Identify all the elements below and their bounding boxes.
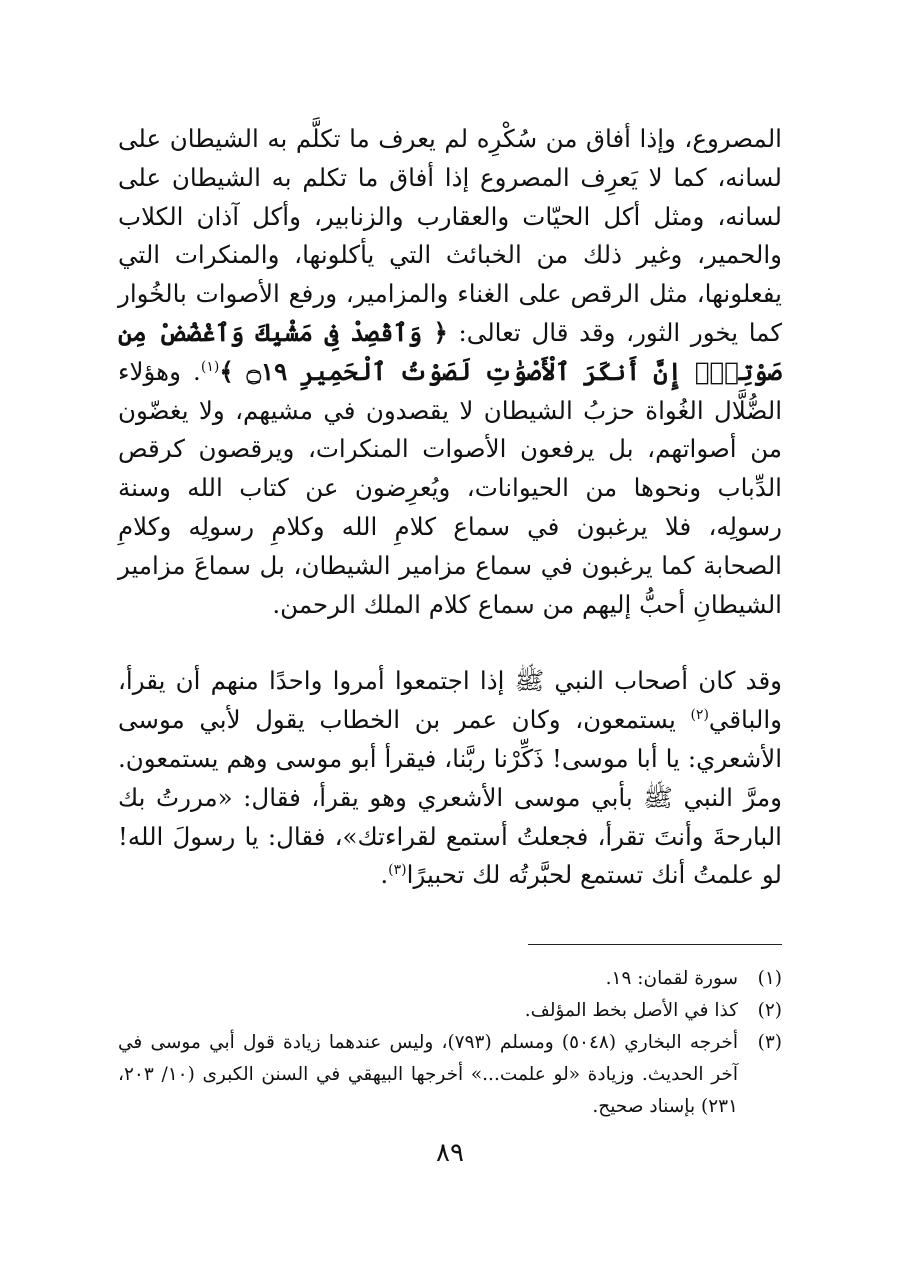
footnote-number: (٣) <box>757 1032 782 1053</box>
footnote-1 <box>118 963 782 995</box>
paragraph-1 <box>118 120 782 624</box>
page-number: ٨٩ <box>436 1138 464 1168</box>
footnote-text: كذا في الأصل بخط المؤلف. <box>524 1000 738 1021</box>
footnote-text: سورة لقمان: ١٩. <box>605 968 738 989</box>
paragraph-2-end: . <box>380 860 389 890</box>
footnote-ref-2[interactable]: (٢) <box>690 707 709 723</box>
footnote-separator <box>528 944 782 945</box>
footnote-text: أخرجه البخاري (٥٠٤٨) ومسلم (٧٩٣)، وليس عندهما زيادة قول أبي موسى في آخر الحديث. وزيادة «لو علمت...» أخرجها البيهقي في السنن الكبرى (١٠/ ٢٠٣، ٢٣١) بإسناد صحيح. <box>118 1032 738 1117</box>
footnotes <box>118 963 782 1123</box>
footnote-2 <box>118 995 782 1027</box>
paragraph-1-text: المصروع، وإذا أفاق من سُكْرِه لم يعرف ما تكلَّم به الشيطان على لسانه، كما لا يَعرِف المصروع إذا أفاق ما تكلم به الشيطان على لسانه، ومثل أكل الحيّات والعقارب والزنابير، وأكل آذان الكلاب والحمير، وغير ذلك من الخبائث التي يأكلونها، والمنكرات التي يفعلونها، مثل الرقص على الغناء والمزامير، ورفع الأصوات بالخُوار كما يخور الثور، وقد قال تعالى: <box>118 124 783 347</box>
footnote-number: (٢) <box>757 1000 782 1021</box>
paragraph-2-continuation: يستمعون، وكان عمر بن الخطاب يقول لأبي موسى الأشعري: يا أبا موسى! ذَكِّرْنا ربَّنا، فيقرأ أبو موسى وهم يستمعون. ومرَّ النبي ﷺ بأبي موسى الأشعري وهو يقرأ، فقال: «مررتُ بك البارحةَ وأنتَ تقرأ، فجعلتُ أستمع لقراءتك»، فقال: يا رسولَ الله! لو علمتُ أنك تستمع لحبَّرتُه لك تحبيرًا <box>118 705 782 890</box>
paragraph-1-continuation: . وهؤلاء الضُّلَّال الغُواة حزبُ الشيطان لا يقصدون في مشيهم، ولا يغضّون من أصواتهم، بل يرفعون الأصوات المنكرات، ويرقصون كرقص الدِّباب ونحوها من الحيوانات، ويُعرِضون عن كتاب الله وسنة رسولِه، فلا يرغبون في سماع كلامِ الله وكلامِ رسولِه وكلامِ الصحابة كما يرغبون في سماع مزامير الشيطان، بل سماعَ مزامير الشيطانِ أحبُّ إليهم من سماع كلام الملك الرحمن. <box>118 356 782 619</box>
main-text <box>118 120 782 895</box>
footnote-ref-3[interactable]: (٣) <box>388 862 407 879</box>
footnote-3 <box>118 1027 782 1123</box>
paragraph-2-text: وقد كان أصحاب النبي ﷺ إذا اجتمعوا أمروا واحدًا منهم أن يقرأ، والباقي <box>118 666 782 735</box>
quran-verse: ﴿ وَٱقْصِدْ فِى مَشْيِكَ وَٱغْضُضْ مِن صَوْتِكَۚ إِنَّ أَنكَرَ ٱلْأَصْوَٰتِ لَصَوْتُ ٱلْحَمِيرِ ۝١٩ ﴾ <box>118 317 782 386</box>
paragraph-2 <box>118 662 782 895</box>
footnote-ref-1[interactable]: (١) <box>200 358 220 375</box>
footnote-number: (١) <box>757 968 782 989</box>
